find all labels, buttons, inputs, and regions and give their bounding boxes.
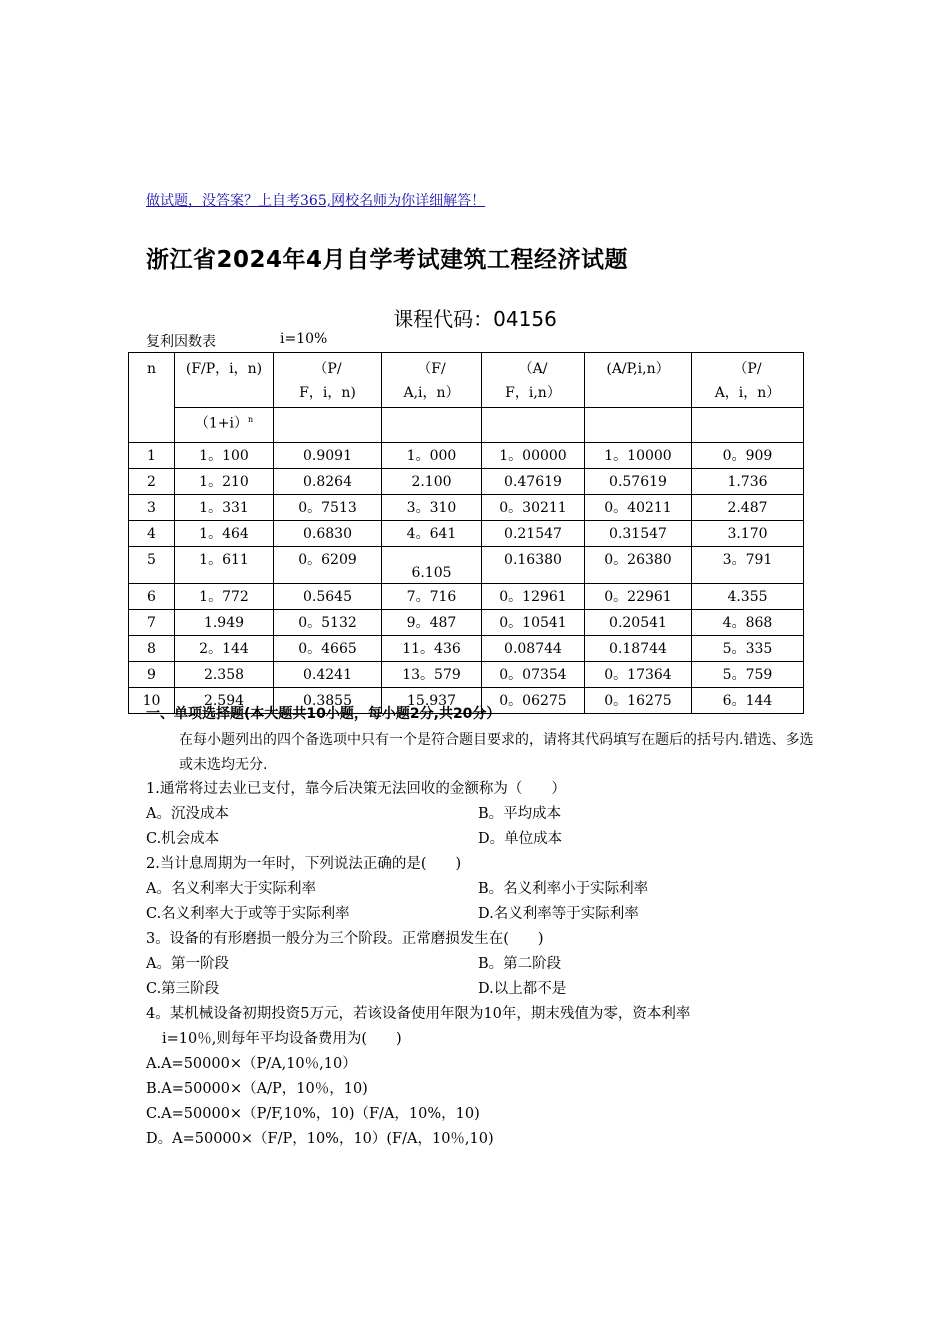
factor-cell: 0.47619 [482,469,585,495]
factor-cell: 0。30211 [482,495,585,521]
factor-cell: 0。07354 [482,662,585,688]
period-cell: 7 [129,610,175,636]
factor-cell: 0.6830 [274,521,382,547]
q3-option-d: D.以上都不是 [478,981,567,997]
factor-cell: 1.736 [692,469,804,495]
factor-cell: 0.08744 [482,636,585,662]
factor-cell: 0.4241 [274,662,382,688]
factor-cell: 1。772 [175,584,274,610]
promo-link[interactable]: 做试题，没答案？上自考365,网校名师为你详细解答！ [146,193,486,209]
period-cell: 4 [129,521,175,547]
factor-cell: 0。4665 [274,636,382,662]
column-header [382,353,482,408]
factor-cell: 2.100 [382,469,482,495]
factor-cell: 4。868 [692,610,804,636]
factor-cell: 13。579 [382,662,482,688]
column-header-text: （P/ F，i，n) [299,361,356,401]
factor-cell: 1。611 [175,547,274,584]
table-row [129,610,804,636]
table-header-row [129,353,804,408]
period-cell: 1 [129,443,175,469]
question-1: 1.通常将过去业已支付，靠今后决策无法回收的金额称为（ ） [146,781,566,797]
factor-cell: 0。6209 [274,547,382,584]
column-header-text: n [146,361,157,377]
question-3: 3。设备的有形磨损一般分为三个阶段。正常磨损发生在( ) [146,931,544,947]
factor-cell: 1.949 [175,610,274,636]
q4-option-a: A.A=50000×（P/A,10％,10） [146,1056,357,1072]
factor-cell: 4。641 [382,521,482,547]
table-row [129,547,804,584]
factor-cell: 0.57619 [585,469,692,495]
factor-cell: 3。310 [382,495,482,521]
factor-cell: 0.8264 [274,469,382,495]
factor-cell: 7。716 [382,584,482,610]
factor-cell: 0。7513 [274,495,382,521]
q3-option-b: B。第二阶段 [478,956,562,972]
factor-cell: 1。210 [175,469,274,495]
factor-cell: 2.358 [175,662,274,688]
column-header [129,353,175,443]
period-cell: 8 [129,636,175,662]
q3-option-a: A。第一阶段 [146,956,229,972]
factor-cell: 0。5132 [274,610,382,636]
factor-cell: 5。335 [692,636,804,662]
table-caption [146,331,328,351]
column-header [482,353,585,408]
factor-cell: 0。06275 [482,688,585,714]
formula-exponent: n [247,415,254,424]
factor-cell: 0.18744 [585,636,692,662]
empty-cell [274,408,382,443]
factor-cell: 1。00000 [482,443,585,469]
factor-cell: 0。17364 [585,662,692,688]
table-caption-label: 复利因数表 [146,334,216,350]
factor-cell: 2.594 [175,688,274,714]
formula-cell [175,408,274,443]
factor-cell: 2.487 [692,495,804,521]
factor-cell: 1。100 [175,443,274,469]
column-header [692,353,804,408]
period-cell: 3 [129,495,175,521]
factor-cell: 3.170 [692,521,804,547]
q4-option-c: C.A=50000×（P/F,10%，10)（F/A，10%，10) [146,1106,480,1122]
factor-cell: 0。909 [692,443,804,469]
factor-cell: 1。331 [175,495,274,521]
factor-cell: 0。22961 [585,584,692,610]
factor-cell: 0。10541 [482,610,585,636]
factor-cell: 0。26380 [585,547,692,584]
course-code: 课程代码：04156 [393,307,557,331]
column-header-text: （F/ A,i，n） [403,361,460,401]
q2-option-c: C.名义利率大于或等于实际利率 [146,906,350,922]
exam-title: 浙江省2024年4月自学考试建筑工程经济试题 [146,247,629,273]
q4-option-b: B.A=50000×（A/P，10％，10) [146,1081,368,1097]
factor-cell: 0.5645 [274,584,382,610]
q1-option-d: D。单位成本 [478,831,563,847]
question-4: 4。某机械设备初期投资5万元，若该设备使用年限为10年，期末残值为零，资本利率 [146,1006,691,1022]
compound-interest-table [128,352,804,714]
factor-cell: 5。759 [692,662,804,688]
q2-option-b: B。名义利率小于实际利率 [478,881,649,897]
factor-cell: 15.937 [382,688,482,714]
factor-cell: 9。487 [382,610,482,636]
factor-cell: 11。436 [382,636,482,662]
q3-option-c: C.第三阶段 [146,981,220,997]
section-heading: 一、单项选择题(本大题共10小题，每小题2分,共20分） [146,706,501,722]
factor-cell: 0。40211 [585,495,692,521]
column-header [175,353,274,408]
period-cell: 2 [129,469,175,495]
column-header-text: (A/P,i,n） [606,361,670,377]
q2-option-a: A。名义利率大于实际利率 [146,881,316,897]
factor-cell: 4.355 [692,584,804,610]
formula-base: （1+i） [194,415,248,432]
factor-cell: 1。10000 [585,443,692,469]
column-header [274,353,382,408]
table-row [129,662,804,688]
factor-cell: 3。791 [692,547,804,584]
q2-option-d: D.名义利率等于实际利率 [478,906,639,922]
table-formula-row [129,408,804,443]
factor-cell: 0.31547 [585,521,692,547]
empty-cell [585,408,692,443]
empty-cell [692,408,804,443]
period-cell: 10 [129,688,175,714]
factor-cell: 0.21547 [482,521,585,547]
factor-cell: 0.16380 [482,547,585,584]
q4-option-d: D。A=50000×（F/P，10%，10）(F/A，10％,10) [146,1131,494,1147]
table-caption-rate: i=10% [280,331,328,347]
column-header-text: (F/P，i，n) [185,361,263,377]
table-row [129,636,804,662]
column-header-text: （P/ A，i，n） [714,361,781,401]
factor-cell: 0。16275 [585,688,692,714]
period-cell: 5 [129,547,175,584]
factor-cell: 1。464 [175,521,274,547]
period-cell: 9 [129,662,175,688]
question-2: 2.当计息周期为一年时，下列说法正确的是( ) [146,856,462,872]
table-row [129,521,804,547]
factor-cell: 1。000 [382,443,482,469]
empty-cell [382,408,482,443]
factor-cell: 0.20541 [585,610,692,636]
factor-cell: 6。144 [692,688,804,714]
question-4-continued: i=10％,则每年平均设备费用为( ) [162,1031,402,1047]
q1-option-b: B。平均成本 [478,806,562,822]
table-row [129,443,804,469]
factor-cell: 0.9091 [274,443,382,469]
q1-option-a: A。沉没成本 [146,806,229,822]
table-row [129,495,804,521]
factor-cell: 0.3855 [274,688,382,714]
section-instructions: 在每小题列出的四个备选项中只有一个是符合题目要求的，请将其代码填写在题后的括号内.错选、多选或未选均无分. [179,732,814,773]
column-header-text: （A/ F，i,n） [505,361,561,401]
table-row [129,584,804,610]
table-row [129,469,804,495]
period-cell: 6 [129,584,175,610]
factor-cell: 2。144 [175,636,274,662]
empty-cell [482,408,585,443]
column-header [585,353,692,408]
factor-cell: 6.105 [382,547,482,584]
factor-cell: 0。12961 [482,584,585,610]
q1-option-c: C.机会成本 [146,831,220,847]
